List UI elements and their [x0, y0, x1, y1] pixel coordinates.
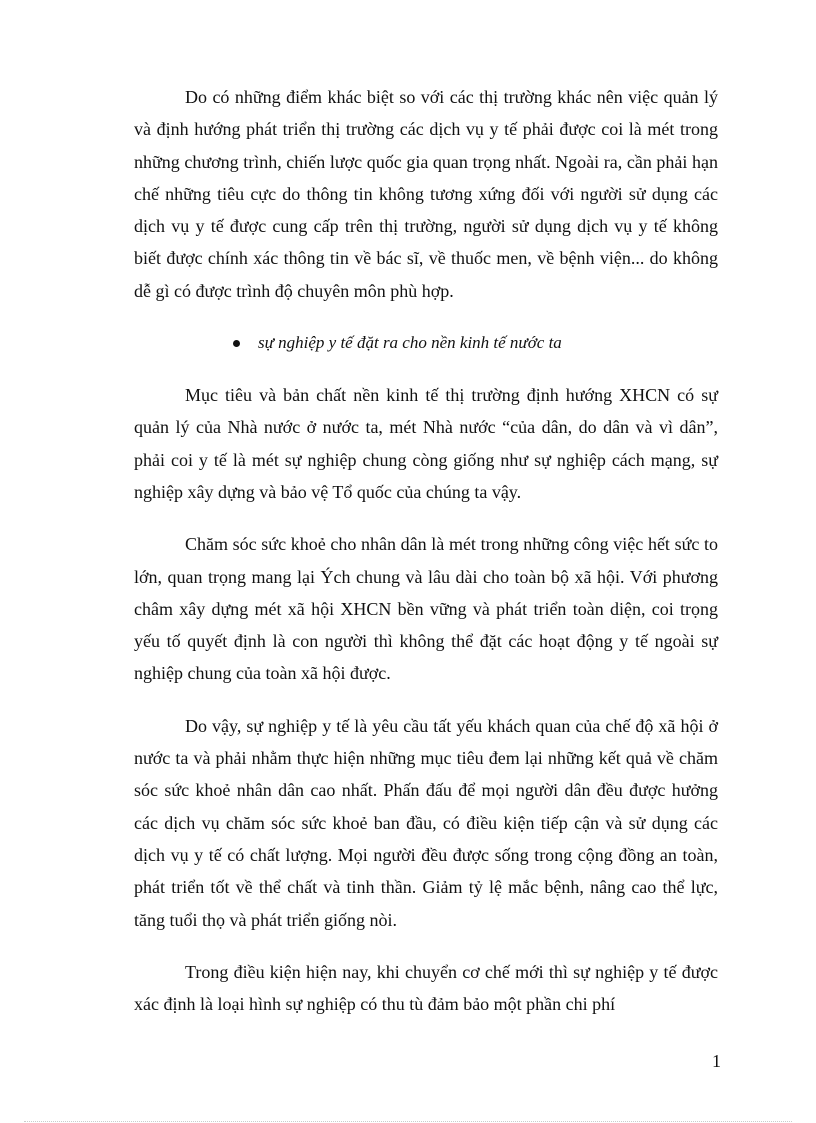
document-body — [134, 81, 718, 1040]
bullet-dot-icon — [233, 340, 240, 347]
bullet-heading-text: sự nghiệp y tế đặt ra cho nền kinh tế nước ta — [258, 333, 562, 353]
page-bottom-rule — [24, 1121, 792, 1122]
paragraph-market-management: Do có những điểm khác biệt so với các thị trường khác nên việc quản lý và định hướng phát triển thị trường các dịch vụ y tế phải được coi là mét trong những chương trình, chiến lược quốc gia quan trọng nhất. Ngoài ra, cần phải hạn chế những tiêu cực do thông tin không tương xứng đối với người sử dụng các dịch vụ y tế được cung cấp trên thị trường, người sử dụng dịch vụ y tế không biết được chính xác thông tin về bác sĩ, về thuốc men, về bệnh viện... do không dễ gì có được trình độ chuyên môn phù hợp. — [134, 87, 718, 301]
paragraph-health-care: Chăm sóc sức khoẻ cho nhân dân là mét trong những công việc hết sức to lớn, quan trọng mang lại Ých chung và lâu dài cho toàn bộ xã hội. Với phương châm xây dựng mét xã hội XHCN bền vững và phát triển toàn diện, coi trọng yếu tố quyết định là con người thì không thể đặt các hoạt động y tế ngoài sự nghiệp chung của toàn xã hội được. — [134, 534, 718, 684]
paragraph-economic-goals: Mục tiêu và bản chất nền kinh tế thị trường định hướng XHCN có sự quản lý của Nhà nước ở nước ta, mét Nhà nước “của dân, do dân và vì dân”, phải coi y tế là mét sự nghiệp chung còng giống như sự nghiệp cách mạng, sự nghiệp xây dựng và bảo vệ Tổ quốc của chúng ta vậy. — [134, 385, 718, 502]
paragraph-health-objectives: Do vậy, sự nghiệp y tế là yêu cầu tất yếu khách quan của chế độ xã hội ở nước ta và phải nhằm thực hiện những mục tiêu đem lại những kết quả về chăm sóc sức khoẻ nhân dân cao nhất. Phấn đấu để mọi người dân đều được hưởng các dịch vụ chăm sóc sức khoẻ ban đầu, có điều kiện tiếp cận và sử dụng các dịch vụ y tế có chất lượng. Mọi người đều được sống trong cộng đồng an toàn, phát triển tốt về thể chất và tinh thần. Giảm tỷ lệ mắc bệnh, nâng cao thể lực, tăng tuổi thọ và phát triển giống nòi. — [134, 715, 718, 930]
paragraph-current-conditions: Trong điều kiện hiện nay, khi chuyển cơ chế mới thì sự nghiệp y tế được xác định là loại hình sự nghiệp có thu tù đảm bảo một phần chi phí — [134, 961, 718, 1015]
bullet-heading — [134, 327, 718, 359]
page-number: 1 — [712, 1051, 721, 1071]
